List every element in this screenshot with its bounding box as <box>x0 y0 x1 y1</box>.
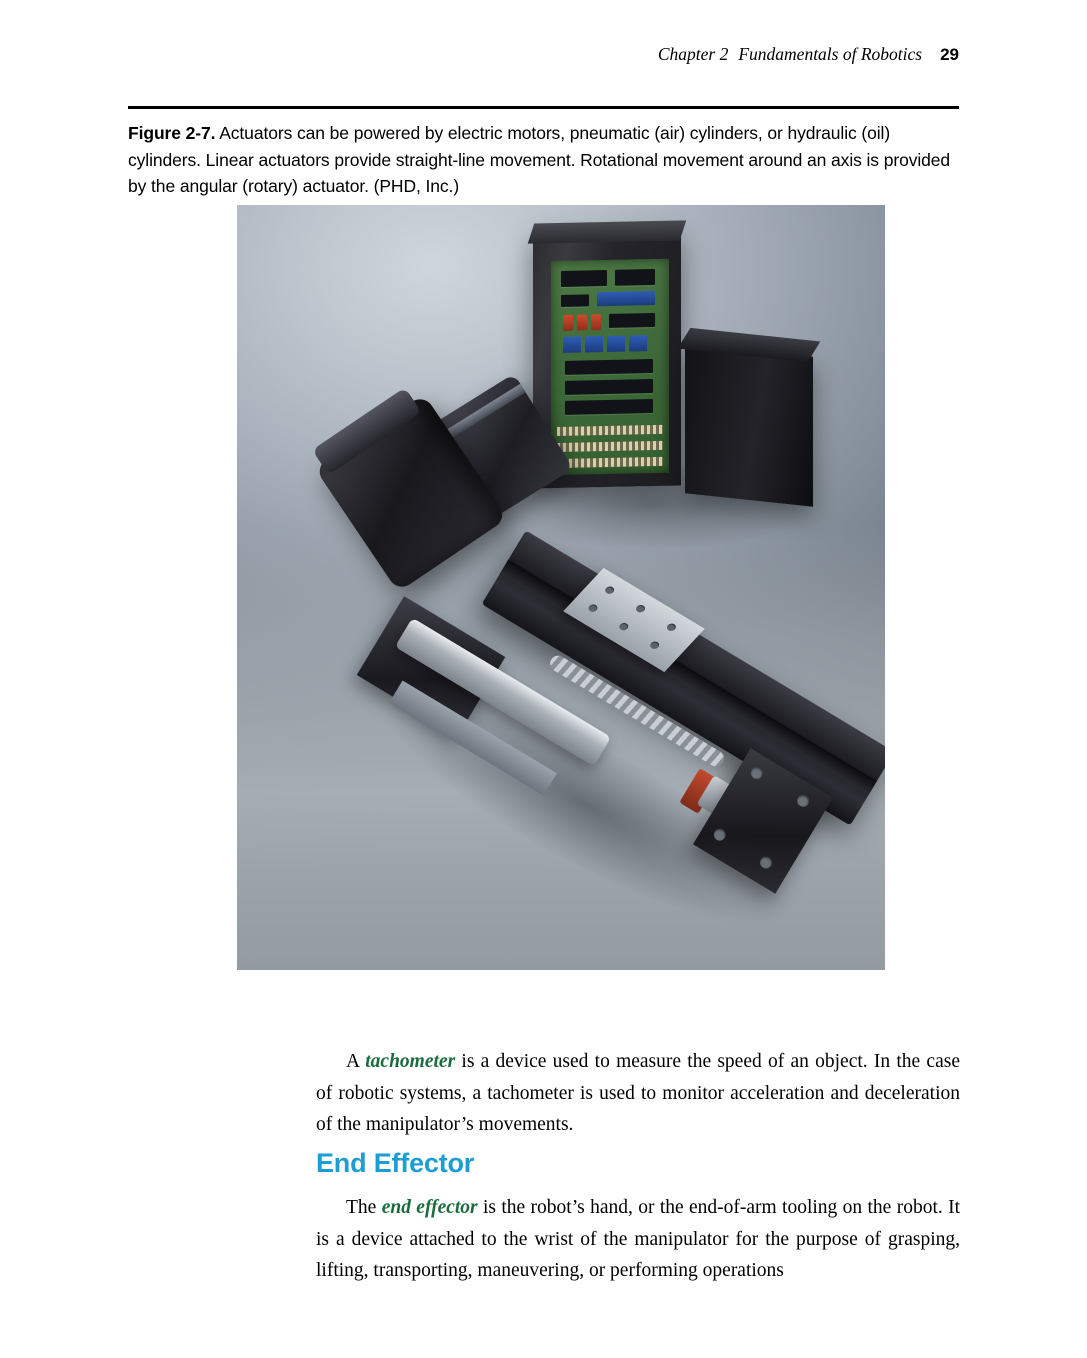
enclosure-box <box>685 343 813 506</box>
paragraph-1-pre: A <box>346 1051 366 1072</box>
controller-top-cap <box>528 220 686 243</box>
section-heading-end-effector: End Effector <box>316 1148 475 1178</box>
page-number: 29 <box>940 45 959 64</box>
figure-caption <box>128 120 960 200</box>
header-rule <box>128 106 959 109</box>
figure-image <box>237 205 885 970</box>
running-head <box>658 44 959 65</box>
figure-label: Figure 2-7. <box>128 123 216 143</box>
term-tachometer: tachometer <box>365 1051 456 1072</box>
figure-caption-text: Actuators can be powered by electric motors, pneumatic (air) cylinders, or hydraulic (oil) cylinders. Linear actuators provide straight-line movement. Rotational movement around an axis is provided by the angular (rotary) actuator. (PHD, Inc.) <box>128 123 951 197</box>
paragraph-2-pre: The <box>346 1197 382 1218</box>
running-head-chapter: Chapter 2 <box>657 44 729 64</box>
paragraph-end-effector <box>316 1192 960 1287</box>
paragraph-tachometer <box>316 1046 960 1141</box>
enclosure-lid <box>678 328 821 362</box>
photo-background <box>237 205 885 970</box>
circuit-board <box>551 259 669 475</box>
rotary-actuator-cap <box>312 387 422 475</box>
term-end-effector: end effector <box>381 1197 478 1218</box>
paragraph-1-post: is a device used to measure the speed of an object. In the case of robotic systems, a tachometer is used to monitor acceleration and deceleration of the manipulator’s movements. <box>316 1051 960 1136</box>
running-head-title: Fundamentals of Robotics <box>738 44 923 64</box>
paragraph-2-post: is the robot’s hand, or the end-of-arm tooling on the robot. It is a device attached to the wrist of the manipulator for the purpose of grasping, lifting, transporting, maneuvering, or performing operations <box>316 1197 960 1282</box>
